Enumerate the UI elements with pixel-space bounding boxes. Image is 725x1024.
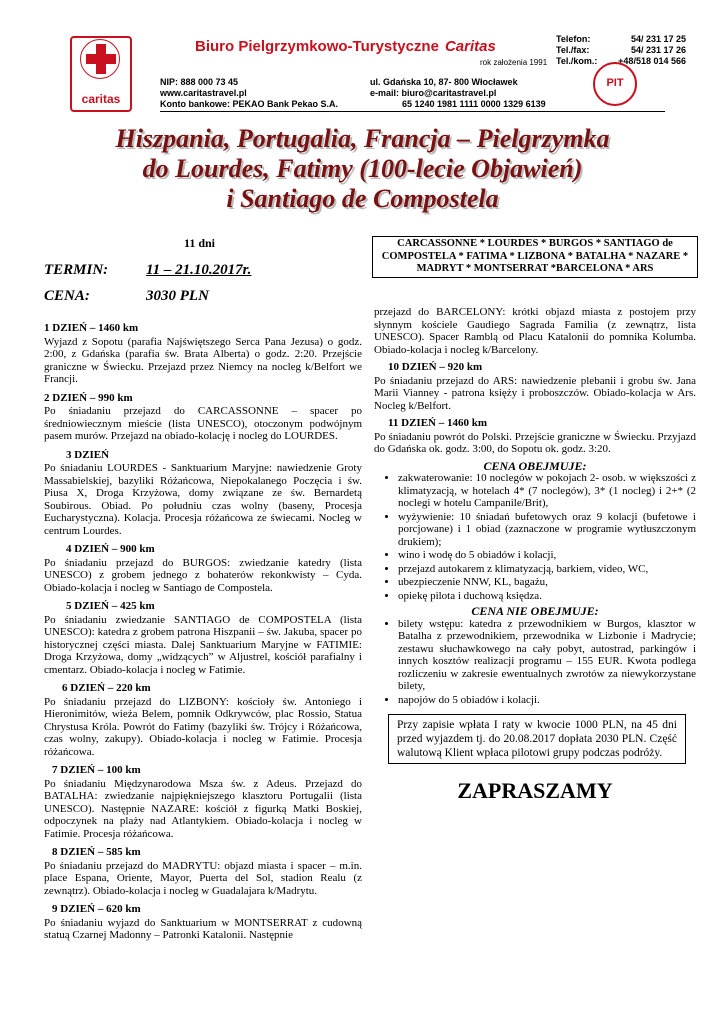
cross-icon <box>86 44 116 74</box>
list-item: • wyżywienie: 10 śniadań bufetowych oraz 9 kolacji (bufetowe i porcjowane) i 1 obiad (zaznaczone w programie wytłuszczonym drukiem); <box>398 511 696 549</box>
day-text: Wyjazd z Sopotu (parafia Najświętszego Serca Pana Jezusa) o godz. 2:00, z Gdańska (parafia św. Brata Alberta) o godz. 2:20. Przejście graniczne w Świecku. Przejazd przez Niemcy na nocleg k/Belfort we Francji. <box>44 335 362 385</box>
phone-block: Telefon: 54/ 231 17 25 Tel./fax: 54/ 231 17 26 Tel./kom.: +48/518 014 566 <box>556 34 686 66</box>
duration: 11 dni <box>184 236 216 250</box>
day-heading: 9 DZIEŃ – 620 km <box>52 903 141 915</box>
day-heading: 6 DZIEŃ – 220 km <box>62 682 151 694</box>
day-text: Po śniadaniu przejazd do BURGOS: zwiedzanie katedry (lista UNESCO) z grobem jednego z bohaterów rekonkwisty – Cyda. Obiado-kolacja i nocleg w Santiago de Compostela. <box>44 556 362 594</box>
day-text: Po śniadaniu wyjazd do Sanktuarium w MONTSERRAT z cudowną statuą Czarnej Madonny – Patronki Katalonii. Następnie <box>44 916 362 941</box>
list-item: • ubezpieczenie NNW, KL, bagażu, <box>398 576 696 589</box>
list-item: • przejazd autokarem z klimatyzacją, barkiem, video, WC, <box>398 563 696 576</box>
list-item: • zakwaterowanie: 10 noclegów w pokojach 2- osob. w większości z klimatyzacją, w hotelach 4* (7 noclegów), 3* (1 nocleg) i 2+* (2 noclegi w hotelu Campanile/Brit), <box>398 472 696 510</box>
page-title-line1: Hiszpania, Portugalia, Francja – Pielgrzymka <box>115 124 610 153</box>
day-text: Po śniadaniu Międzynarodowa Msza św. z Adeus. Przejazd do BATALHA: zwiedzanie najpiękniejszego klasztoru Portugalii (lista UNESCO). Następnie NAZARE: kościół z figurką Matki Boskiej, odpoczynek na plaży nad Atlantykiem. Obiado-kolacja i nocleg w Fatimie. Procesja różańcowa. <box>44 777 362 840</box>
excludes-heading: CENA NIE OBEJMUJE: <box>471 604 599 618</box>
day-text: przejazd do BARCELONY: krótki objazd miasta z postojem przy słynnym kościele Gaudiego Sagrada Familia (z zewnątrz, lista UNESCO). Spacer Ramblą od Placu Katalonii do pomnika Kolumba. Obiado-kolacja i nocleg k/Barcelony. <box>374 306 696 356</box>
itinerary-right <box>374 306 696 804</box>
day-text: Po śniadaniu przejazd do CARCASSONNE – spacer po średniowiecznym mieście (lista UNESCO), otoczonym podwójnym pasem murów. Przejazd na obiado-kolację i nocleg do LOURDES. <box>44 405 362 442</box>
website-link[interactable]: www.caritastravel.pl <box>160 88 247 98</box>
day-text: Po śniadaniu przejazd do ARS: nawiedzenie plebanii i grobu św. Jana Marii Vianney - patrona księży i proboszczów. Obiado-kolacja w Ars. Nocleg k/Belfort. <box>374 374 696 412</box>
termin-value: 11 – 21.10.2017r. <box>146 262 252 278</box>
day-heading: 1 DZIEŃ – 1460 km <box>44 322 139 334</box>
payment-box: Przy zapisie wpłata I raty w kwocie 1000 PLN, na 45 dni przed wyjazdem tj. do 20.08.2017 dopłata 2030 PLN. Część walutową Klient wpłaca pilotowi grupy podczas podróży. <box>388 714 686 764</box>
day-heading: 10 DZIEŃ – 920 km <box>388 361 483 373</box>
termin-label: TERMIN: <box>44 262 109 278</box>
pit-badge-icon: PIT <box>593 62 637 106</box>
founded-text: rok założenia 1991 <box>480 58 548 67</box>
includes-list <box>374 472 696 602</box>
day-heading: 2 DZIEŃ – 990 km <box>44 391 133 404</box>
address-info: ul. Gdańska 10, 87- 800 Włocławek e-mail: biuro@caritastravel.pl <box>370 77 518 98</box>
logo-text: caritas <box>81 92 121 106</box>
excludes-list <box>374 618 696 707</box>
email-link[interactable]: e-mail: biuro@caritastravel.pl <box>370 88 497 98</box>
page-title-line3: i Santiago de Compostela <box>226 184 499 213</box>
day-text: Po śniadaniu LOURDES - Sanktuarium Maryjne: nawiedzenie Groty Massabielskiej, bazyliki Różańcowa, Niepokalanego Poczęcia i św. Piusa X, Droga Krzyżowa, domy związane ze św. Bernardetą Soubirous. Obiad. Po południu czas wolny (baseny, Procesja Eucharystyczna). Kolacja. Procesja różańcowa ze świecami. Nocleg w centrum Lourdes. <box>44 462 362 537</box>
caritas-logo <box>70 36 132 112</box>
itinerary-left <box>44 322 362 942</box>
day-text: Po śniadaniu powrót do Polski. Przejście graniczne w Świecku. Przyjazd do Gdańska ok. godz. 3:00, do Sopotu ok. godz. 3:20. <box>374 430 696 455</box>
office-brand: Caritas <box>444 38 496 55</box>
day-heading: 5 DZIEŃ – 425 km <box>66 600 155 612</box>
company-info: NIP: 888 000 73 45 www.caritastravel.pl Konto bankowe: PEKAO Bank Pekao S.A. <box>160 77 339 109</box>
day-heading: 3 DZIEŃ <box>66 448 110 461</box>
day-heading: 8 DZIEŃ – 585 km <box>52 846 141 858</box>
cena-value: 3030 PLN <box>146 288 209 304</box>
day-text: Po śniadaniu zwiedzanie SANTIAGO de COMPOSTELA (lista UNESCO): katedra z grobem patrona Hiszpanii – św. Jakuba, spacer po historycznej części miasta. Dalej Sanktuarium Maryjne w FATIMIE: Droga Krzyżowa, domy „widzących” w Aljustrel, kościół parafialny i cmentarz. Obiado-kolacja i nocleg w Fatimie. <box>44 613 362 676</box>
list-item: • napojów do 5 obiadów i kolacji. <box>398 694 696 707</box>
day-text: Po śniadaniu przejazd do MADRYTU: objazd miasta i spacer – m.in. place Espana, Oriente, Mayor, Puerta del Sol, stadion Realu (z zewnątrz). Obiado-kolacja i nocleg w Guadalajara k/Madrytu. <box>44 859 362 897</box>
list-item: • opiekę pilota i duchową księdza. <box>398 590 696 603</box>
route-box: CARCASSONNE * LOURDES * BURGOS * SANTIAGO de COMPOSTELA * FATIMA * LIZBONA * BATALHA * NAZARE * MADRYT * MONTSERRAT *BARCELONA * ARS <box>372 236 698 278</box>
day-heading: 7 DZIEŃ – 100 km <box>52 764 141 776</box>
bank-account: 65 1240 1981 1111 0000 1329 6139 <box>402 99 546 109</box>
day-text: Po śniadaniu przejazd do LIZBONY: kościoły św. Antoniego i Hieronimitów, wieża Belem, pomnik Odkrywców, plac Rossio, Statua Chrystusa Króla. Powrót do Fatimy (bazyliki św. Trójcy i Różańcowa, czas wolny, zakupy). Obiado-kolacja i nocleg w Fatimie. Procesja różańcowa. <box>44 695 362 758</box>
includes-heading: CENA OBEJMUJE: <box>483 458 587 473</box>
list-item: • wino i wodę do 5 obiadów i kolacji, <box>398 549 696 562</box>
closing-text: ZAPRASZAMY <box>457 778 613 803</box>
day-heading: 11 DZIEŃ – 1460 km <box>388 417 488 429</box>
list-item: • bilety wstępu: katedra z przewodnikiem w Burgos, klasztor w Batalha z przewodnikiem, przewodnika w Lizbonie i Madrycie; zestawu słuchawkowego na cały pobyt, autostrad, parkingów i innych kosztów realizacji programu – 155 EUR. Kwota podlega rozliczeniu w zakresie ewentualnych zwrotów za niewykorzystane bilety, <box>398 618 696 693</box>
page-title-line2: do Lourdes, Fatimy (100-lecie Objawień) <box>142 154 583 183</box>
header-divider <box>160 111 665 112</box>
cena-label: CENA: <box>44 288 90 304</box>
day-heading: 4 DZIEŃ – 900 km <box>66 543 155 555</box>
office-name: Biuro Pielgrzymkowo-Turystyczne Caritas <box>195 38 496 55</box>
